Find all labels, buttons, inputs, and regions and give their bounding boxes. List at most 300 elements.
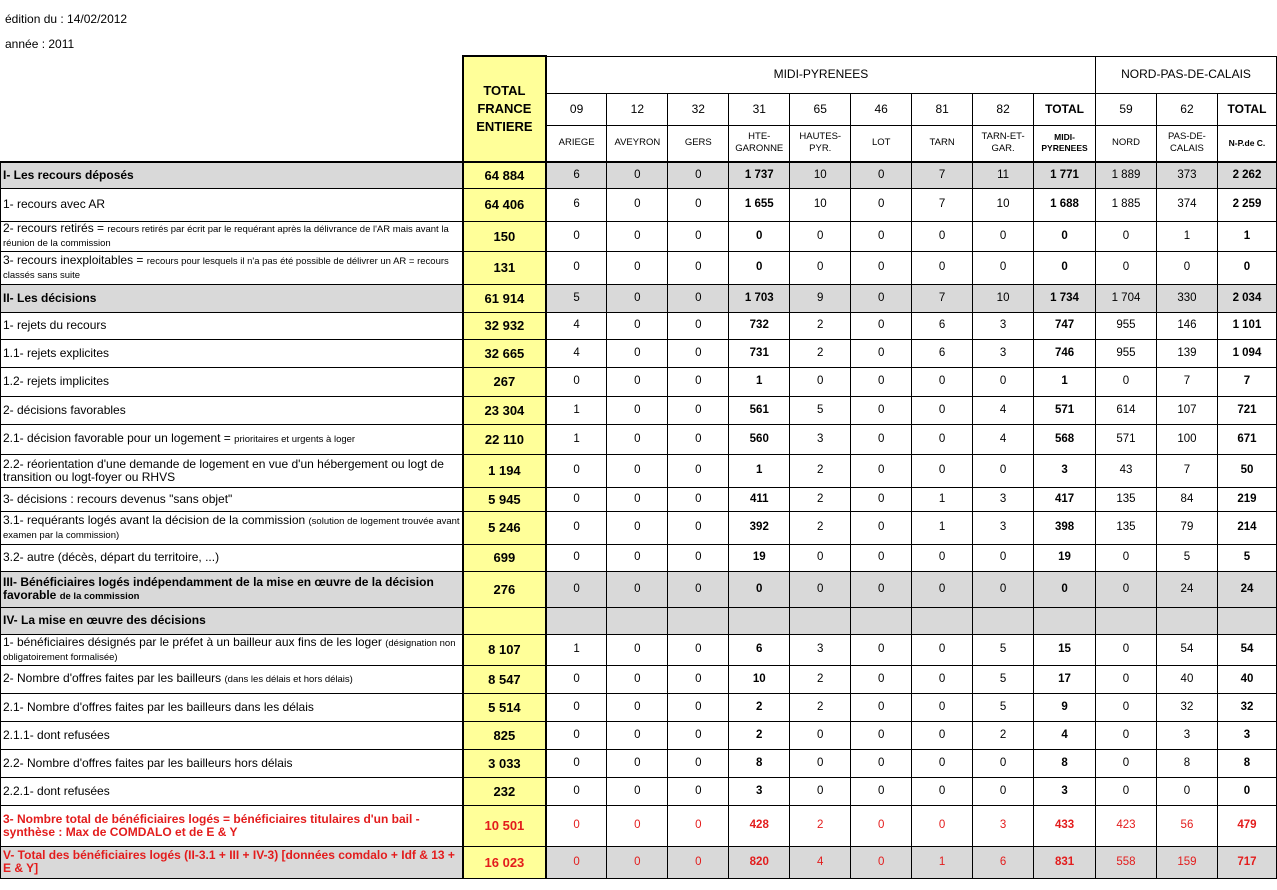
value-cell: 0 xyxy=(851,665,912,693)
value-cell: 0 xyxy=(790,221,851,251)
value-cell: 5 xyxy=(546,284,607,312)
value-cell: 3 xyxy=(973,339,1034,367)
row-label-text: IV- La mise en œuvre des décisions xyxy=(3,613,206,627)
value-cell: 0 xyxy=(546,721,607,749)
row-label xyxy=(1,693,463,721)
row-label-note: (dans les délais et hors délais) xyxy=(224,674,353,685)
row-label-text: 1- bénéficiaires désignés par le préfet à un bailleur aux fins de les loger xyxy=(3,634,382,649)
value-cell: 7 xyxy=(1156,454,1217,487)
table-row xyxy=(1,188,1277,221)
value-cell: 2 xyxy=(790,511,851,544)
value-cell: 561 xyxy=(729,396,790,424)
value-cell: 479 xyxy=(1217,805,1276,846)
value-cell: 0 xyxy=(851,846,912,878)
value-cell: 0 xyxy=(546,777,607,805)
dept-code-header: 31 xyxy=(729,93,790,125)
value-cell: 0 xyxy=(851,221,912,251)
value-cell: 0 xyxy=(668,805,729,846)
dept-name-header: ARIEGE xyxy=(546,125,607,162)
value-cell: 214 xyxy=(1217,511,1276,544)
total-france-cell: 5 514 xyxy=(463,693,546,721)
value-cell: 54 xyxy=(1217,634,1276,665)
value-cell: 1 703 xyxy=(729,284,790,312)
value-cell xyxy=(912,607,973,634)
value-cell: 135 xyxy=(1096,487,1157,511)
value-cell: 32 xyxy=(1156,693,1217,721)
value-cell: 0 xyxy=(973,777,1034,805)
value-cell: 0 xyxy=(546,693,607,721)
dept-code-header: 59 xyxy=(1096,93,1157,125)
value-cell: 0 xyxy=(546,749,607,777)
value-cell: 3 xyxy=(1034,777,1096,805)
dept-name-header: TARN-ET-GAR. xyxy=(973,125,1034,162)
value-cell: 0 xyxy=(668,424,729,454)
value-cell: 0 xyxy=(912,221,973,251)
row-label xyxy=(1,312,463,339)
row-label-note: de la commission xyxy=(59,590,140,602)
total-france-cell: 22 110 xyxy=(463,424,546,454)
value-cell: 3 xyxy=(973,805,1034,846)
dept-name-header: GERS xyxy=(668,125,729,162)
row-label xyxy=(1,634,463,665)
value-cell: 0 xyxy=(1034,251,1096,284)
value-cell: 4 xyxy=(790,846,851,878)
value-cell: 1 xyxy=(912,487,973,511)
value-cell: 0 xyxy=(1096,749,1157,777)
value-cell: 5 xyxy=(1156,544,1217,571)
dept-name-header: LOT xyxy=(851,125,912,162)
value-cell: 0 xyxy=(1096,665,1157,693)
value-cell: 0 xyxy=(668,396,729,424)
value-cell: 717 xyxy=(1217,846,1276,878)
row-label xyxy=(1,665,463,693)
row-label xyxy=(1,221,463,251)
value-cell: 374 xyxy=(1156,188,1217,221)
value-cell: 8 xyxy=(1156,749,1217,777)
value-cell: 0 xyxy=(668,284,729,312)
value-cell: 0 xyxy=(851,396,912,424)
value-cell: 6 xyxy=(973,846,1034,878)
value-cell xyxy=(790,607,851,634)
row-label-text: 2.2- Nombre d'offres faites par les bailleurs hors délais xyxy=(3,755,293,770)
value-cell: 428 xyxy=(729,805,790,846)
value-cell: 10 xyxy=(973,284,1034,312)
value-cell: 0 xyxy=(851,162,912,188)
row-label-text: 2- recours retirés = xyxy=(3,221,105,235)
row-label-text: 2- Nombre d'offres faites par les bailleurs xyxy=(3,671,222,685)
dept-name-header: N-P.de C. xyxy=(1217,125,1276,162)
value-cell: 0 xyxy=(546,846,607,878)
value-cell: 398 xyxy=(1034,511,1096,544)
row-label-text: 2- décisions favorables xyxy=(3,402,126,417)
row-label xyxy=(1,188,463,221)
value-cell: 0 xyxy=(912,424,973,454)
value-cell: 2 xyxy=(790,339,851,367)
row-label xyxy=(1,339,463,367)
row-label xyxy=(1,607,463,634)
value-cell: 1 734 xyxy=(1034,284,1096,312)
value-cell: 9 xyxy=(1034,693,1096,721)
value-cell: 0 xyxy=(607,634,668,665)
value-cell: 0 xyxy=(973,571,1034,607)
value-cell: 3 xyxy=(790,634,851,665)
value-cell: 0 xyxy=(546,487,607,511)
value-cell: 0 xyxy=(546,511,607,544)
value-cell: 0 xyxy=(790,544,851,571)
row-label xyxy=(1,805,463,846)
value-cell: 0 xyxy=(607,544,668,571)
value-cell: 0 xyxy=(607,367,668,396)
value-cell: 0 xyxy=(973,544,1034,571)
value-cell: 0 xyxy=(668,221,729,251)
value-cell: 1 771 xyxy=(1034,162,1096,188)
value-cell xyxy=(973,607,1034,634)
value-cell: 4 xyxy=(1034,721,1096,749)
value-cell: 0 xyxy=(607,312,668,339)
value-cell: 0 xyxy=(851,367,912,396)
value-cell: 4 xyxy=(546,339,607,367)
value-cell: 731 xyxy=(729,339,790,367)
value-cell: 0 xyxy=(1096,251,1157,284)
value-cell: 0 xyxy=(668,511,729,544)
value-cell: 671 xyxy=(1217,424,1276,454)
value-cell: 0 xyxy=(668,487,729,511)
value-cell: 6 xyxy=(729,634,790,665)
value-cell: 732 xyxy=(729,312,790,339)
total-france-cell: 276 xyxy=(463,571,546,607)
value-cell: 7 xyxy=(912,284,973,312)
row-label xyxy=(1,367,463,396)
table-row xyxy=(1,511,1277,544)
table-row xyxy=(1,251,1277,284)
row-label-note: (solution de logement trouvée avant examen par la commission) xyxy=(3,515,460,541)
value-cell: 4 xyxy=(973,424,1034,454)
value-cell: 2 xyxy=(790,693,851,721)
value-cell: 0 xyxy=(912,693,973,721)
row-label-text: 3.2- autre (décès, départ du territoire, ...) xyxy=(3,550,220,564)
value-cell: 0 xyxy=(668,367,729,396)
value-cell: 0 xyxy=(607,511,668,544)
table-row xyxy=(1,544,1277,571)
value-cell: 423 xyxy=(1096,805,1157,846)
value-cell: 0 xyxy=(912,721,973,749)
value-cell: 54 xyxy=(1156,634,1217,665)
value-cell: 0 xyxy=(668,634,729,665)
value-cell: 0 xyxy=(790,571,851,607)
value-cell: 8 xyxy=(1034,749,1096,777)
value-cell: 1 xyxy=(546,634,607,665)
value-cell: 0 xyxy=(790,777,851,805)
value-cell: 7 xyxy=(1156,367,1217,396)
edition-date: édition du : 14/02/2012 xyxy=(5,12,128,26)
value-cell: 0 xyxy=(912,571,973,607)
value-cell: 1 xyxy=(546,396,607,424)
value-cell: 3 xyxy=(790,424,851,454)
value-cell: 0 xyxy=(607,188,668,221)
row-label xyxy=(1,544,463,571)
value-cell: 330 xyxy=(1156,284,1217,312)
value-cell: 0 xyxy=(1096,571,1157,607)
value-cell: 17 xyxy=(1034,665,1096,693)
table-row xyxy=(1,571,1277,607)
dept-name-header: PAS-DE-CALAIS xyxy=(1156,125,1217,162)
value-cell: 100 xyxy=(1156,424,1217,454)
dept-name-header: MIDI-PYRENEES xyxy=(1034,125,1096,162)
statistics-table xyxy=(0,55,1277,879)
row-label xyxy=(1,487,463,511)
value-cell: 0 xyxy=(668,693,729,721)
value-cell: 4 xyxy=(546,312,607,339)
value-cell: 19 xyxy=(729,544,790,571)
value-cell: 1 xyxy=(1034,367,1096,396)
dept-name-header: AVEYRON xyxy=(607,125,668,162)
value-cell: 0 xyxy=(1217,251,1276,284)
value-cell: 0 xyxy=(729,221,790,251)
value-cell: 747 xyxy=(1034,312,1096,339)
value-cell: 0 xyxy=(912,805,973,846)
table-row xyxy=(1,665,1277,693)
value-cell: 0 xyxy=(851,424,912,454)
row-label xyxy=(1,571,463,607)
value-cell: 0 xyxy=(729,571,790,607)
value-cell: 32 xyxy=(1217,693,1276,721)
value-cell: 146 xyxy=(1156,312,1217,339)
value-cell: 3 xyxy=(729,777,790,805)
value-cell: 2 xyxy=(790,487,851,511)
value-cell: 0 xyxy=(851,693,912,721)
value-cell: 0 xyxy=(1034,221,1096,251)
value-cell: 0 xyxy=(668,749,729,777)
value-cell: 0 xyxy=(851,749,912,777)
value-cell: 0 xyxy=(973,749,1034,777)
header-blank xyxy=(1,56,463,162)
dept-name-header: HAUTES-PYR. xyxy=(790,125,851,162)
value-cell: 0 xyxy=(912,454,973,487)
value-cell: 84 xyxy=(1156,487,1217,511)
value-cell: 0 xyxy=(851,721,912,749)
dept-name-header: NORD xyxy=(1096,125,1157,162)
value-cell xyxy=(851,607,912,634)
row-label-text: V- Total des bénéficiaires logés (II-3.1 + III + IV-3) [données comdalo + Idf & 13 + E & Y] xyxy=(3,848,455,875)
total-france-cell: 232 xyxy=(463,777,546,805)
row-label-text: III- Bénéficiaires logés indépendamment de la mise en œuvre de la décision favorable xyxy=(3,574,434,602)
value-cell xyxy=(729,607,790,634)
value-cell: 0 xyxy=(607,805,668,846)
table-row xyxy=(1,454,1277,487)
value-cell xyxy=(1034,607,1096,634)
value-cell: 1 xyxy=(1156,221,1217,251)
value-cell: 0 xyxy=(668,188,729,221)
value-cell: 0 xyxy=(973,221,1034,251)
dept-code-header: 65 xyxy=(790,93,851,125)
row-label-text: 3- recours inexploitables = xyxy=(3,252,144,267)
value-cell: 2 262 xyxy=(1217,162,1276,188)
value-cell: 5 xyxy=(973,634,1034,665)
value-cell: 3 xyxy=(973,312,1034,339)
total-france-cell: 32 932 xyxy=(463,312,546,339)
value-cell: 0 xyxy=(912,665,973,693)
value-cell: 1 094 xyxy=(1217,339,1276,367)
row-label-text: 2.2- réorientation d'une demande de logement en vue d'un hébergement ou logt de transition ou logt-foyer ou RHVS xyxy=(3,456,444,484)
table-row xyxy=(1,749,1277,777)
value-cell: 0 xyxy=(607,693,668,721)
value-cell: 0 xyxy=(607,487,668,511)
value-cell: 15 xyxy=(1034,634,1096,665)
row-label-text: 2.1.1- dont refusées xyxy=(3,727,110,742)
value-cell: 0 xyxy=(729,251,790,284)
value-cell: 0 xyxy=(607,454,668,487)
table-row xyxy=(1,634,1277,665)
table-row xyxy=(1,607,1277,634)
total-france-cell: 1 194 xyxy=(463,454,546,487)
value-cell: 2 034 xyxy=(1217,284,1276,312)
total-france-cell: 8 547 xyxy=(463,665,546,693)
value-cell: 0 xyxy=(1156,777,1217,805)
total-france-cell: 8 107 xyxy=(463,634,546,665)
value-cell: 0 xyxy=(851,544,912,571)
value-cell: 0 xyxy=(668,162,729,188)
row-label-text: I- Les recours déposés xyxy=(3,167,134,182)
row-label-note: recours pour lesquels il n'a pas été possible de délivrer un AR = recours classés sans suite xyxy=(3,255,449,281)
value-cell: 11 xyxy=(973,162,1034,188)
value-cell: 0 xyxy=(912,396,973,424)
value-cell: 2 xyxy=(790,454,851,487)
value-cell: 560 xyxy=(729,424,790,454)
value-cell: 0 xyxy=(851,312,912,339)
row-label xyxy=(1,396,463,424)
row-label-text: 2.2.1- dont refusées xyxy=(3,783,110,798)
value-cell: 1 704 xyxy=(1096,284,1157,312)
table-row xyxy=(1,846,1277,878)
value-cell: 571 xyxy=(1096,424,1157,454)
value-cell: 5 xyxy=(973,693,1034,721)
value-cell: 0 xyxy=(912,544,973,571)
value-cell: 19 xyxy=(1034,544,1096,571)
total-france-cell: 131 xyxy=(463,251,546,284)
total-france-cell: 64 406 xyxy=(463,188,546,221)
dept-code-header: 32 xyxy=(668,93,729,125)
value-cell: 107 xyxy=(1156,396,1217,424)
table-row xyxy=(1,162,1277,188)
row-label xyxy=(1,251,463,284)
total-france-cell: 23 304 xyxy=(463,396,546,424)
value-cell: 10 xyxy=(790,162,851,188)
dept-code-header: TOTAL xyxy=(1034,93,1096,125)
row-label-text: 2.1- Nombre d'offres faites par les bailleurs dans les délais xyxy=(3,699,314,714)
row-label-text: 1.2- rejets implicites xyxy=(3,374,110,388)
value-cell: 1 xyxy=(546,424,607,454)
value-cell: 1 737 xyxy=(729,162,790,188)
total-france-cell: 64 884 xyxy=(463,162,546,188)
value-cell: 373 xyxy=(1156,162,1217,188)
value-cell: 2 xyxy=(729,721,790,749)
value-cell: 219 xyxy=(1217,487,1276,511)
row-label-text: 3- décisions : recours devenus "sans objet" xyxy=(3,491,233,506)
table-row xyxy=(1,805,1277,846)
row-label-text: II- Les décisions xyxy=(3,290,97,305)
value-cell: 40 xyxy=(1156,665,1217,693)
value-cell: 3 xyxy=(1156,721,1217,749)
value-cell: 3 xyxy=(973,511,1034,544)
value-cell: 0 xyxy=(607,251,668,284)
total-france-cell: 16 023 xyxy=(463,846,546,878)
value-cell: 1 101 xyxy=(1217,312,1276,339)
row-label xyxy=(1,721,463,749)
value-cell: 1 xyxy=(1217,221,1276,251)
row-label xyxy=(1,749,463,777)
value-cell: 139 xyxy=(1156,339,1217,367)
value-cell: 1 xyxy=(729,367,790,396)
value-cell: 0 xyxy=(607,721,668,749)
value-cell: 1 xyxy=(912,846,973,878)
value-cell: 0 xyxy=(912,251,973,284)
row-label-text: 1.1- rejets explicites xyxy=(3,345,110,360)
value-cell: 0 xyxy=(790,749,851,777)
value-cell: 0 xyxy=(607,396,668,424)
value-cell: 0 xyxy=(1096,721,1157,749)
value-cell: 10 xyxy=(729,665,790,693)
value-cell: 3 xyxy=(1217,721,1276,749)
value-cell: 2 xyxy=(729,693,790,721)
value-cell: 159 xyxy=(1156,846,1217,878)
value-cell: 0 xyxy=(607,284,668,312)
value-cell: 50 xyxy=(1217,454,1276,487)
value-cell: 411 xyxy=(729,487,790,511)
year-label: année : 2011 xyxy=(5,37,75,51)
value-cell: 0 xyxy=(668,454,729,487)
value-cell: 9 xyxy=(790,284,851,312)
value-cell: 135 xyxy=(1096,511,1157,544)
region-nord-pas-de-calais: NORD-PAS-DE-CALAIS xyxy=(1096,56,1277,93)
value-cell: 0 xyxy=(973,251,1034,284)
value-cell: 7 xyxy=(1217,367,1276,396)
value-cell: 0 xyxy=(851,454,912,487)
value-cell: 10 xyxy=(973,188,1034,221)
value-cell: 0 xyxy=(1096,221,1157,251)
row-label-text: 3.1- requérants logés avant la décision de la commission xyxy=(3,512,306,527)
value-cell: 0 xyxy=(1156,251,1217,284)
value-cell: 0 xyxy=(607,339,668,367)
value-cell: 0 xyxy=(912,749,973,777)
value-cell: 0 xyxy=(851,511,912,544)
value-cell: 0 xyxy=(546,544,607,571)
value-cell: 5 xyxy=(973,665,1034,693)
value-cell: 831 xyxy=(1034,846,1096,878)
value-cell: 0 xyxy=(1096,693,1157,721)
value-cell: 1 688 xyxy=(1034,188,1096,221)
value-cell: 8 xyxy=(729,749,790,777)
value-cell: 5 xyxy=(1217,544,1276,571)
value-cell: 0 xyxy=(546,367,607,396)
value-cell: 0 xyxy=(1096,777,1157,805)
value-cell: 0 xyxy=(790,251,851,284)
value-cell: 0 xyxy=(668,721,729,749)
value-cell xyxy=(1096,607,1157,634)
value-cell: 0 xyxy=(1217,777,1276,805)
value-cell: 2 xyxy=(790,312,851,339)
value-cell: 6 xyxy=(546,162,607,188)
dept-name-header: HTE-GARONNE xyxy=(729,125,790,162)
value-cell: 40 xyxy=(1217,665,1276,693)
table-row xyxy=(1,487,1277,511)
total-france-cell: 5 246 xyxy=(463,511,546,544)
value-cell: 820 xyxy=(729,846,790,878)
value-cell: 1 885 xyxy=(1096,188,1157,221)
value-cell xyxy=(668,607,729,634)
value-cell: 392 xyxy=(729,511,790,544)
value-cell: 56 xyxy=(1156,805,1217,846)
value-cell: 0 xyxy=(851,571,912,607)
